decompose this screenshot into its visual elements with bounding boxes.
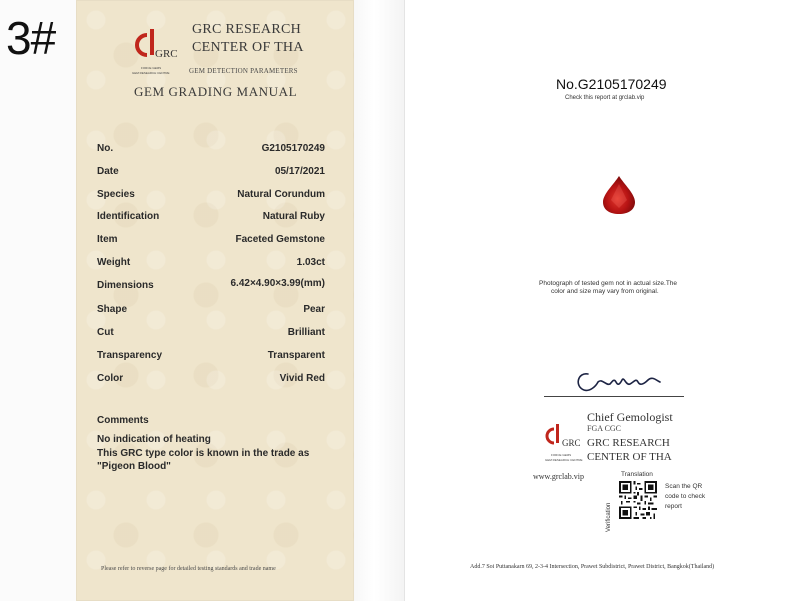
field-label-no: No. bbox=[97, 143, 114, 154]
grc-logo-icon bbox=[133, 25, 177, 67]
gemologist-credentials: FGA CGC bbox=[587, 424, 622, 433]
verification-label: Verification bbox=[606, 502, 612, 532]
lab-address: Add.7 Soi Puttanakarn 69, 2-3-4 Intersection, Prawet Subdistrict, Prawet District, Bangkok(Thailand) bbox=[470, 564, 715, 570]
logo-tiny-text: GEM RESEARCH CENTRE bbox=[545, 458, 583, 462]
corner-label: 3# bbox=[6, 12, 56, 64]
field-label-cut: Cut bbox=[97, 327, 114, 338]
photo-note-line: Photograph of tested gem not in actual size.The bbox=[539, 280, 678, 287]
check-report-text: Check this report at grclab.vip bbox=[565, 95, 645, 101]
scan-text-line: code to check bbox=[665, 493, 706, 500]
comments-line: This GRC type color is known in the trade as bbox=[97, 448, 310, 459]
manual-heading: GEM GRADING MANUAL bbox=[134, 84, 298, 99]
signature-line bbox=[544, 396, 684, 397]
field-value-cut: Brilliant bbox=[287, 327, 325, 338]
field-value-item: Faceted Gemstone bbox=[235, 234, 325, 245]
scan-qr-instructions bbox=[665, 482, 725, 512]
logo-tiny-text: GEM RESEARCH CENTRE bbox=[132, 71, 170, 75]
field-value-weight: 1.03ct bbox=[296, 257, 325, 268]
grc-logo-right bbox=[545, 421, 569, 453]
report-number: No.G2105170249 bbox=[556, 76, 667, 92]
org-name-line-1: GRC RESEARCH bbox=[192, 22, 302, 37]
card-fold bbox=[354, 0, 405, 601]
chief-gemologist-title: Chief Gemologist bbox=[587, 410, 673, 424]
scan-text-line: report bbox=[665, 503, 682, 510]
field-label-dimensions: Dimensions bbox=[97, 280, 154, 291]
field-label-weight: Weight bbox=[97, 257, 131, 268]
field-value-no: G2105170249 bbox=[261, 143, 325, 154]
field-label-species: Species bbox=[97, 189, 135, 200]
comments-line: No indication of heating bbox=[97, 434, 211, 445]
field-label-transparency: Transparency bbox=[97, 350, 163, 361]
field-label-shape: Shape bbox=[97, 304, 128, 315]
left-footer-note: Please refer to reverse page for detailed testing standards and trade name bbox=[101, 566, 276, 572]
gem-photo bbox=[600, 174, 638, 221]
qr-code[interactable] bbox=[619, 481, 657, 519]
field-value-species: Natural Corundum bbox=[237, 189, 325, 200]
qr-code-icon bbox=[619, 481, 657, 519]
org-name-line-2: CENTER OF THA bbox=[587, 451, 672, 463]
comments-title: Comments bbox=[97, 415, 149, 426]
photo-note-line: color and size may vary from original. bbox=[551, 288, 659, 295]
comments-line: "Pigeon Blood" bbox=[97, 461, 171, 472]
params-heading: GEM DETECTION PARAMETERS bbox=[189, 67, 298, 75]
field-value-color: Vivid Red bbox=[279, 373, 325, 384]
logo-tiny-text: FORCE GEMS bbox=[141, 66, 162, 70]
grc-logo-mark: GRC bbox=[562, 438, 581, 448]
field-value-shape: Pear bbox=[303, 304, 325, 315]
website-link[interactable]: www.grclab.vip bbox=[533, 472, 585, 481]
org-name-line-1: GRC RESEARCH bbox=[587, 437, 670, 449]
logo-tiny-text: FORCE GEMS bbox=[551, 453, 572, 457]
scan-text-line: Scan the QR bbox=[665, 483, 703, 490]
grc-logo-icon bbox=[545, 421, 569, 453]
org-name-line-2: CENTER OF THA bbox=[192, 40, 304, 55]
field-value-transparency: Transparent bbox=[267, 350, 325, 361]
signature-drawing bbox=[572, 364, 662, 396]
field-label-date: Date bbox=[97, 166, 119, 177]
grc-logo-mark: GRC bbox=[155, 48, 178, 60]
translation-label: Translation bbox=[621, 471, 653, 478]
grc-logo-left bbox=[133, 25, 177, 67]
photo-note bbox=[539, 280, 699, 296]
field-value-date: 05/17/2021 bbox=[274, 166, 325, 177]
field-value-dimensions: 6.42×4.90×3.99(mm) bbox=[230, 278, 325, 289]
field-label-color: Color bbox=[97, 373, 124, 384]
field-value-identification: Natural Ruby bbox=[262, 211, 325, 222]
field-label-identification: Identification bbox=[97, 211, 160, 222]
field-label-item: Item bbox=[97, 234, 118, 245]
